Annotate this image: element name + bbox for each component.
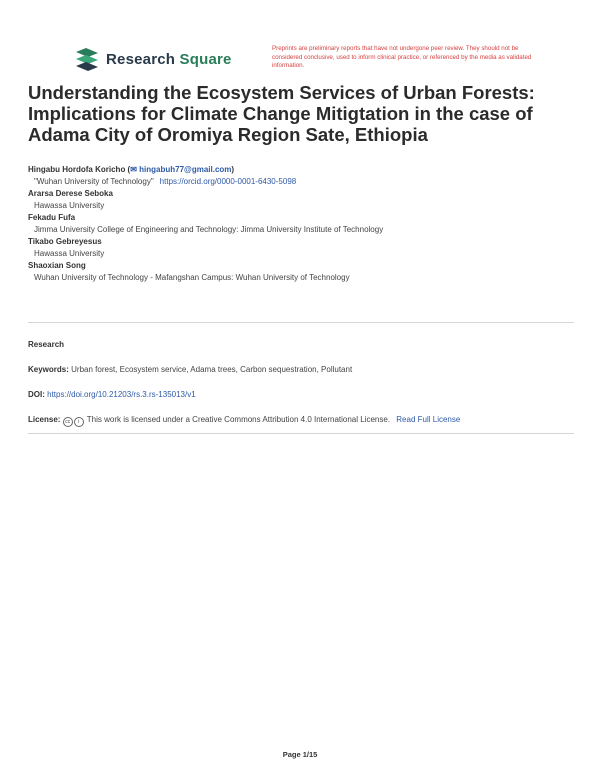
author-name: Fekadu Fufa <box>28 213 76 222</box>
author-affiliation: Hawassa University <box>34 201 105 210</box>
preprint-notice: Preprints are preliminary reports that have not undergone peer review. They should not be considered conclusive, used to inform clinical practice, or referenced by the media as validated information. <box>272 45 532 70</box>
doi-link[interactable]: https://doi.org/10.21203/rs.3.rs-135013/v1 <box>47 390 196 399</box>
author-name: Hingabu Hordofa Koricho (✉ hingabuh77@gmail.com) <box>28 165 235 174</box>
logo-text: Research Square <box>106 50 232 68</box>
orcid-link[interactable]: https://orcid.org/0000-0001-6430-5098 <box>159 177 297 186</box>
article-type: Research <box>28 340 65 349</box>
license-label: License: <box>28 415 61 424</box>
author-affiliation: Jimma University College of Engineering and Technology: Jimma University Institute of Technology <box>34 225 384 234</box>
author-list <box>28 164 578 284</box>
email-icon: ✉ <box>130 165 137 174</box>
license-line <box>28 415 460 427</box>
cc-icon: cc <box>63 417 73 427</box>
paper-title: Understanding the Ecosystem Services of Urban Forests: Implications for Climate Change Mitigtation in the case of Adama City of Oromiya Region Sate, Ethiopia <box>28 82 535 145</box>
author-affiliation: Hawassa University <box>34 249 105 258</box>
read-full-license-link[interactable]: Read Full License <box>396 415 461 424</box>
divider <box>28 322 574 323</box>
doi-label: DOI: <box>28 390 45 399</box>
doi-line <box>28 390 196 399</box>
author-affiliation: "Wuhan University of Technology" https://orcid.org/0000-0001-6430-5098 <box>34 177 297 186</box>
author-affiliation: Wuhan University of Technology - Mafangshan Campus: Wuhan University of Technology <box>34 273 350 282</box>
divider <box>28 433 574 434</box>
research-square-logo[interactable] <box>74 46 232 72</box>
author-name: Shaoxian Song <box>28 261 86 270</box>
author-email-link[interactable]: ✉ hingabuh77@gmail.com <box>130 165 232 174</box>
author-name: Ararsa Derese Seboka <box>28 189 113 198</box>
research-square-logo-icon <box>74 46 100 72</box>
author-name: Tikabo Gebreyesus <box>28 237 102 246</box>
by-icon: i <box>74 417 84 427</box>
page-number: Page 1/15 <box>282 750 318 759</box>
keywords: Urban forest, Ecosystem service, Adama trees, Carbon sequestration, Pollutant <box>71 365 353 374</box>
license-text: This work is licensed under a Creative Commons Attribution 4.0 International License. <box>86 415 391 424</box>
keywords-line <box>28 365 352 374</box>
keywords-label: Keywords: <box>28 365 69 374</box>
